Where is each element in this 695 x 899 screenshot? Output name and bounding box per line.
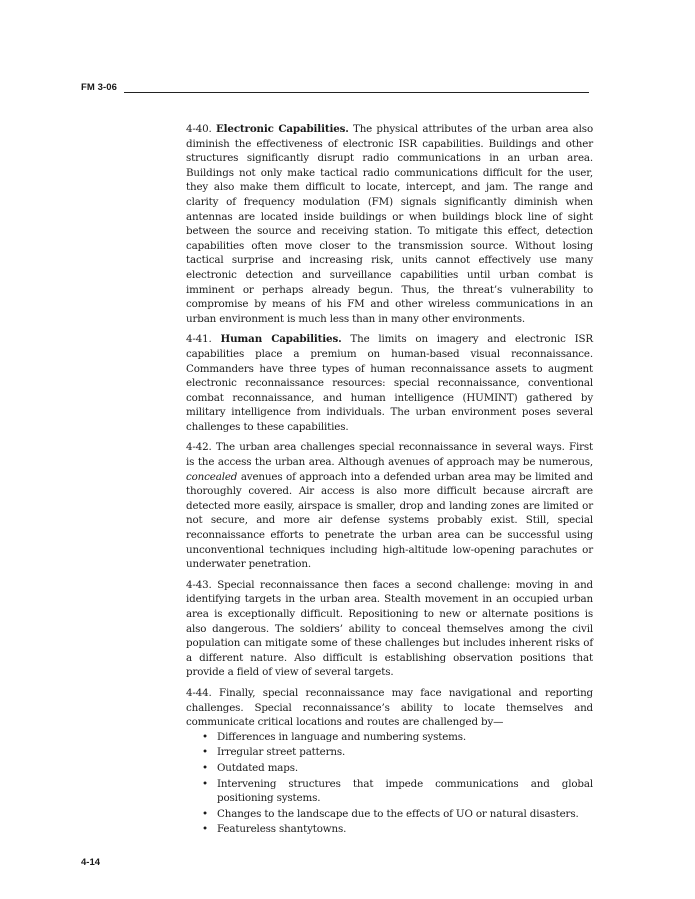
paragraph-4-43 bbox=[186, 578, 593, 680]
list-item: • Irregular street patterns. bbox=[202, 746, 346, 759]
paragraph-number: 4-44. bbox=[186, 686, 212, 699]
paragraph-4-41 bbox=[186, 332, 593, 434]
paragraph-text: The urban area challenges special reconnaissance in several ways. First is the access the urban area. Although avenues of approach may be numerous, bbox=[186, 441, 593, 469]
paragraph-4-42 bbox=[186, 440, 593, 571]
paragraph-title: Human Capabilities. bbox=[220, 333, 342, 346]
list-item: • Differences in language and numbering systems. bbox=[202, 730, 467, 743]
challenge-list bbox=[186, 730, 593, 837]
bullet-icon: • bbox=[202, 807, 208, 820]
paragraph-number: 4-40. bbox=[186, 123, 212, 135]
paragraph-text: Special reconnaissance then faces a second challenge: moving in and identifying targets in the urban area. Stealth movement in an occupied urban area is exceptionally difficult. Repositioning to new or alternate positions is also dangerous. The soldiers’ ability to conceal themselves among the civil population can mitigate some of these challenges but includes inherent risks of a different nature. Also difficult is establishing observation positions that provide a field of view of several targets. bbox=[186, 578, 593, 679]
body-text bbox=[186, 122, 593, 838]
paragraph-text: Finally, special reconnaissance may face navigational and reporting challenges. Special reconnaissance’s ability to locate themselves and communicate critical locations and routes are challenged by— bbox=[186, 686, 593, 729]
paragraph-number: 4-43. bbox=[186, 578, 212, 591]
emphasized-word: concealed bbox=[186, 470, 238, 483]
list-item: • Changes to the landscape due to the effects of UO or natural disasters. bbox=[202, 807, 579, 820]
bullet-icon: • bbox=[202, 761, 208, 774]
bullet-icon: • bbox=[202, 777, 208, 790]
bullet-icon: • bbox=[202, 746, 208, 759]
paragraph-4-44 bbox=[186, 686, 593, 730]
paragraph-text: The limits on imagery and electronic ISR capabilities place a premium on human-based visual reconnaissance. Commanders have three types of human reconnaissance assets to augment electronic reconnaissance resources: special reconnaissance, conventional combat reconnaissance, and human intelligence (HUMINT) gathered by military intelligence from individuals. The urban environment poses several challenges to these capabilities. bbox=[186, 333, 593, 433]
paragraph-text: The physical attributes of the urban area also diminish the effectiveness of electronic ISR capabilities. Buildings and other structures significantly disrupt radio communications in an urban area. Buildings not only make tactical radio communications difficult for the user, they also make them difficult to locate, intercept, and jam. The range and clarity of frequency modulation (FM) signals significantly diminish when antennas are located inside buildings or when buildings block line of sight between the source and receiving station. To mitigate this effect, detection capabilities often move closer to the transmission source. Without losing tactical surprise and increasing risk, units cannot effectively use many electronic detection and surveillance capabilities until urban combat is imminent or perhaps already begun. Thus, the threat’s vulnerability to compromise by means of his FM and other wireless communications in an urban environment is much less than in many other environments. bbox=[186, 123, 593, 325]
paragraph-4-40 bbox=[186, 122, 593, 326]
list-item: • Intervening structures that impede communications and global positioning systems. bbox=[202, 777, 593, 805]
paragraph-title: Electronic Capabilities. bbox=[215, 123, 349, 135]
manual-id: FM 3-06 bbox=[81, 82, 118, 93]
list-item: • Outdated maps. bbox=[202, 761, 298, 774]
paragraph-number: 4-41. bbox=[186, 333, 212, 346]
bullet-icon: • bbox=[202, 823, 208, 836]
header-rule bbox=[124, 92, 589, 93]
paragraph-number: 4-42. bbox=[186, 441, 212, 454]
bullet-icon: • bbox=[202, 730, 208, 743]
paragraph-text: avenues of approach into a defended urban area may be limited and thoroughly covered. Air access is also more difficult because aircraft are detected more easily, airspace is smaller, drop and landing zones are limited or not secure, and more air defense systems probably exist. Still, special reconnaissance efforts to penetrate the urban area can be successful using unconventional techniques including high-altitude low-opening parachutes or underwater penetration. bbox=[186, 470, 594, 571]
running-header bbox=[81, 82, 589, 96]
list-item: • Featureless shantytowns. bbox=[202, 823, 347, 836]
page-number: 4-14 bbox=[81, 857, 101, 868]
